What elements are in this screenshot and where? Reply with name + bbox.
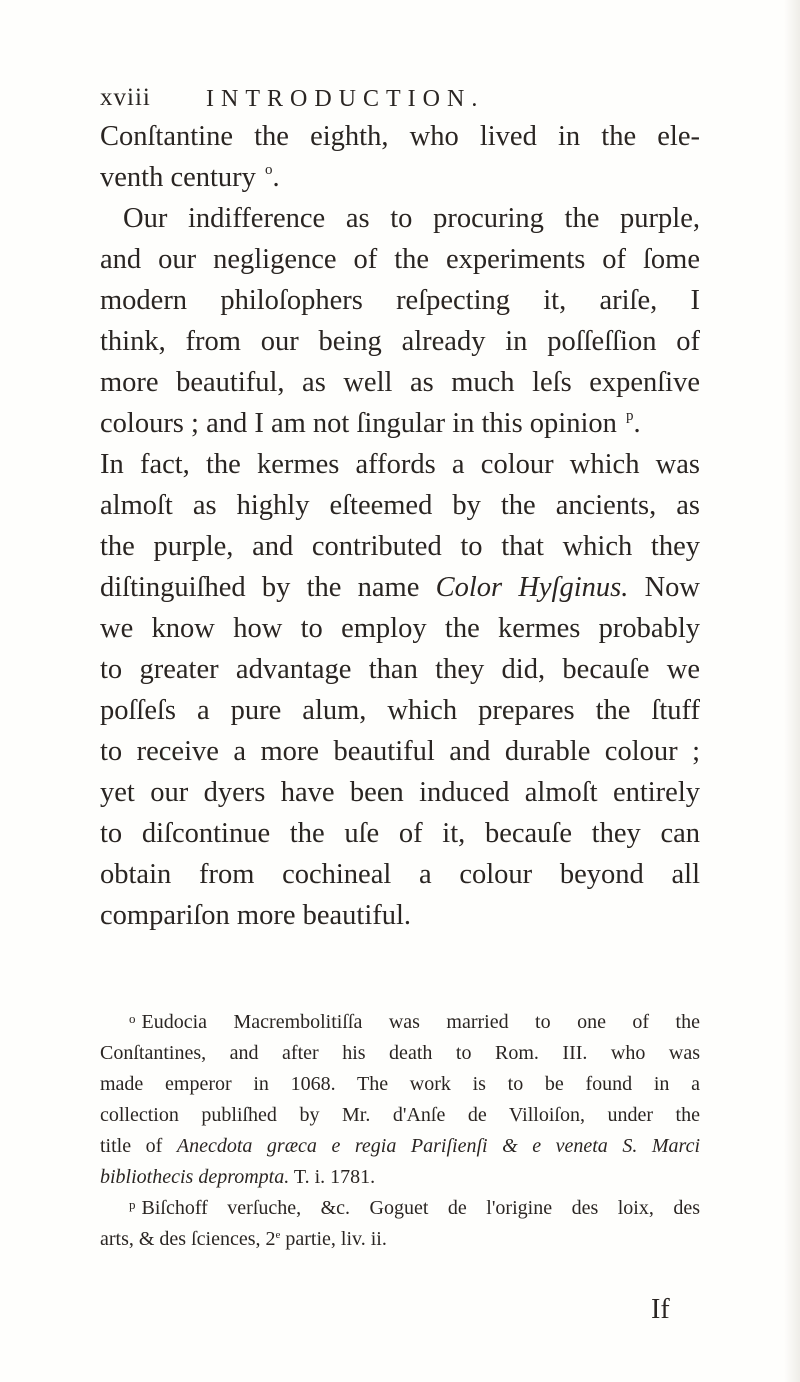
footnotes	[100, 1007, 700, 1255]
text-line: In fact, the kermes affords a colour which was	[100, 449, 700, 480]
footnote-line: title of Anecdota græca e regia Pariſienſi & e veneta S. Marci	[100, 1135, 701, 1157]
page-edge-shadow	[784, 0, 800, 1382]
text-line: poſſeſs a pure alum, which prepares the ſtuff	[100, 695, 700, 726]
page-header	[100, 84, 700, 120]
text-line: venth century $^o$.	[100, 162, 280, 193]
running-head: INTRODUCTION.	[206, 86, 485, 112]
text-line: we know how to employ the kermes probably	[100, 613, 700, 644]
text-line: almoſt as highly eſteemed by the ancients, as	[100, 490, 700, 521]
text-line: yet our dyers have been induced almoſt entirely	[100, 777, 700, 808]
footnote-line: Conſtantines, and after his death to Rom. III. who was	[100, 1042, 700, 1064]
footnote-line: arts, & des ſciences, 2e partie, liv. ii.	[100, 1228, 387, 1250]
text-line: more beautiful, as well as much leſs expenſive	[100, 367, 700, 398]
footnote-ref-p: p	[626, 408, 634, 424]
footnote-p: $^p$ Biſchoff verſuche, &c. Goguet de l'origine des loix, des	[129, 1197, 700, 1219]
text-line: to diſcontinue the uſe of it, becauſe they can	[100, 818, 700, 849]
text-line: the purple, and contributed to that which they	[100, 531, 700, 562]
italic-term: Color Hyſginus.	[435, 572, 629, 603]
text-line: think, from our being already in poſſeſſion of	[100, 326, 700, 357]
footnote-line: made emperor in 1068. The work is to be found in a	[100, 1073, 700, 1095]
catchword: If	[651, 1294, 670, 1325]
page-number: xviii	[100, 84, 151, 111]
text-line: obtain from cochineal a colour beyond all	[100, 859, 700, 890]
footnote-line: bibliothecis deprompta. T. i. 1781.	[100, 1166, 376, 1188]
footnote-ref-o: o	[265, 162, 273, 178]
text-line: to receive a more beautiful and durable colour ;	[100, 736, 700, 767]
main-text	[100, 116, 700, 936]
text-line: to greater advantage than they did, becauſe we	[100, 654, 700, 685]
text-line: Conſtantine the eighth, who lived in the ele-	[100, 121, 700, 152]
footnote-line: collection publiſhed by Mr. d'Anſe de Villoiſon, under the	[100, 1104, 700, 1126]
italic-title: Anecdota græca e regia Pariſienſi & e veneta S. Marci	[176, 1135, 701, 1157]
footnote-mark-p: p	[129, 1197, 136, 1212]
text-line: diſtinguiſhed by the name Color Hyſginus. Now	[100, 572, 700, 603]
text-line: Our indifference as to procuring the purple,	[123, 203, 700, 234]
footnote-mark-o: o	[129, 1011, 136, 1026]
text-line: colours ; and I am not ſingular in this opinion $^p$.	[100, 408, 641, 439]
footnote-o: $^o$ Eudocia Macrembolitiſſa was married to one of the	[129, 1011, 700, 1033]
text-line: compariſon more beautiful.	[100, 900, 412, 931]
text-line: and our negligence of the experiments of ſome	[100, 244, 700, 275]
text-line: modern philoſophers reſpecting it, ariſe, I	[100, 285, 700, 316]
